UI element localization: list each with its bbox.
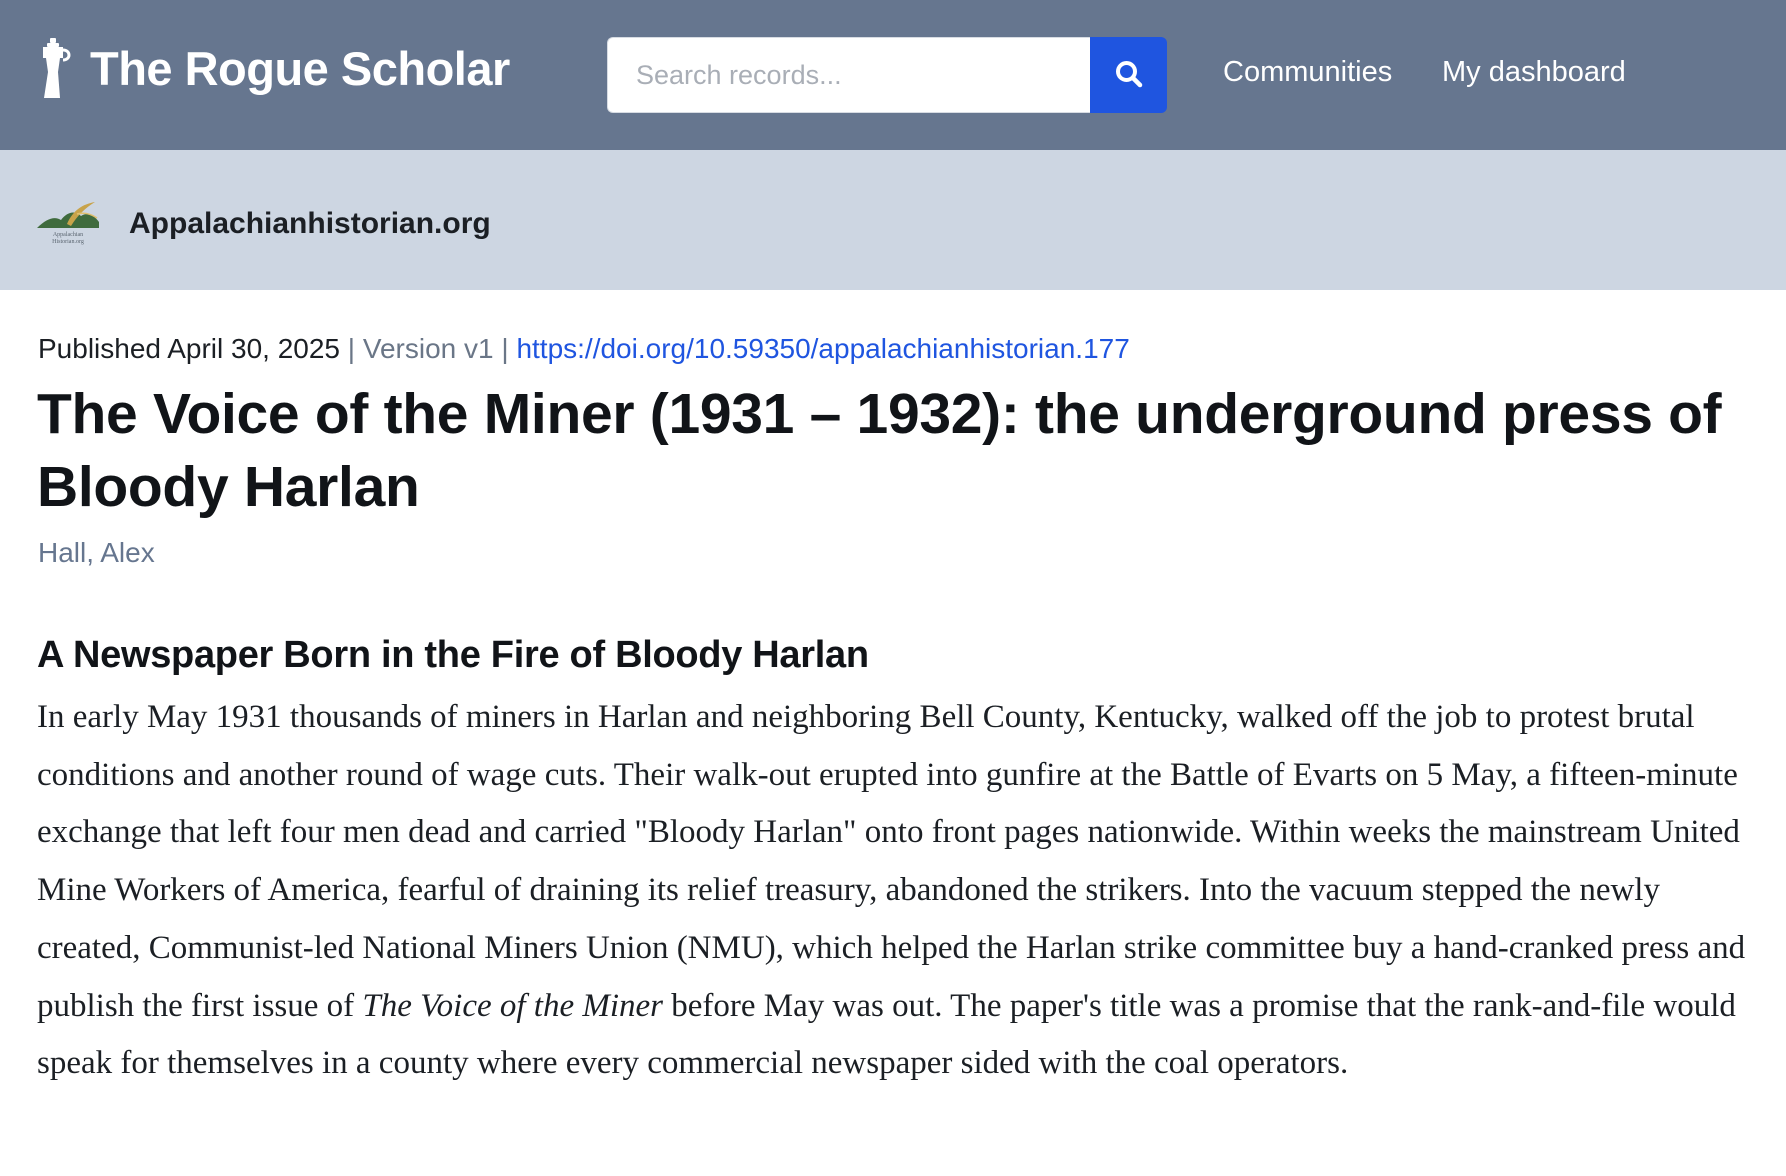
site-brand-link[interactable] [38, 38, 510, 98]
svg-text:Appalachian: Appalachian [52, 232, 84, 238]
nav-communities-link[interactable]: Communities [1223, 56, 1393, 88]
nav-my-dashboard-link[interactable]: My dashboard [1442, 56, 1626, 88]
doi-link[interactable]: https://doi.org/10.59350/appalachianhistorian.177 [516, 333, 1130, 364]
community-name-link[interactable]: Appalachianhistorian.org [129, 207, 491, 240]
site-title: The Rogue Scholar [90, 41, 510, 95]
meta-separator: | [501, 333, 509, 364]
publication-date: Published April 30, 2025 [38, 333, 340, 364]
newspaper-title: The Voice of the Miner [362, 987, 663, 1024]
search-button[interactable] [1090, 37, 1167, 113]
record-metadata [38, 333, 1130, 365]
meta-separator: | [347, 333, 356, 364]
search-form [607, 37, 1167, 113]
search-icon [1114, 59, 1144, 92]
top-navigation-bar [0, 0, 1786, 150]
community-logo[interactable] [37, 198, 99, 248]
author-link[interactable]: Hall, Alex [38, 537, 155, 568]
community-header [0, 150, 1786, 290]
section-heading: A Newspaper Born in the Fire of Bloody Harlan [37, 634, 869, 676]
svg-text:Historian.org: Historian.org [52, 239, 84, 245]
article-paragraph [37, 689, 1757, 1093]
search-input[interactable] [607, 37, 1090, 113]
paragraph-text: In early May 1931 thousands of miners in Harlan and neighboring Bell County, Kentucky, walked off the job to protest brutal conditions and another round of wage cuts. Their walk-out erupted into gunfire at the Battle of Evarts on 5 May, a fifteen-minute exchange that left four men dead and carried "Bloody Harlan" onto front pages nationwide. Within weeks the mainstream United Mine Workers of America, fearful of draining its relief treasury, abandoned the strikers. Into the vacuum stepped the newly created, Communist-led National Miners Union (NMU), which helped the Harlan strike committee buy a hand-cranked press and publish the first issue of [37, 699, 1746, 1024]
teapot-icon [38, 38, 72, 98]
paragraph-text: before May was out. The paper's title was a promise that the rank-and-file would speak for themselves in a county where every commercial newspaper sided with the coal operators. [37, 987, 1736, 1082]
article-title: The Voice of the Miner (1931 – 1932): the underground press of Bloody Harlan [37, 382, 1722, 519]
version-label: Version v1 [362, 333, 494, 364]
